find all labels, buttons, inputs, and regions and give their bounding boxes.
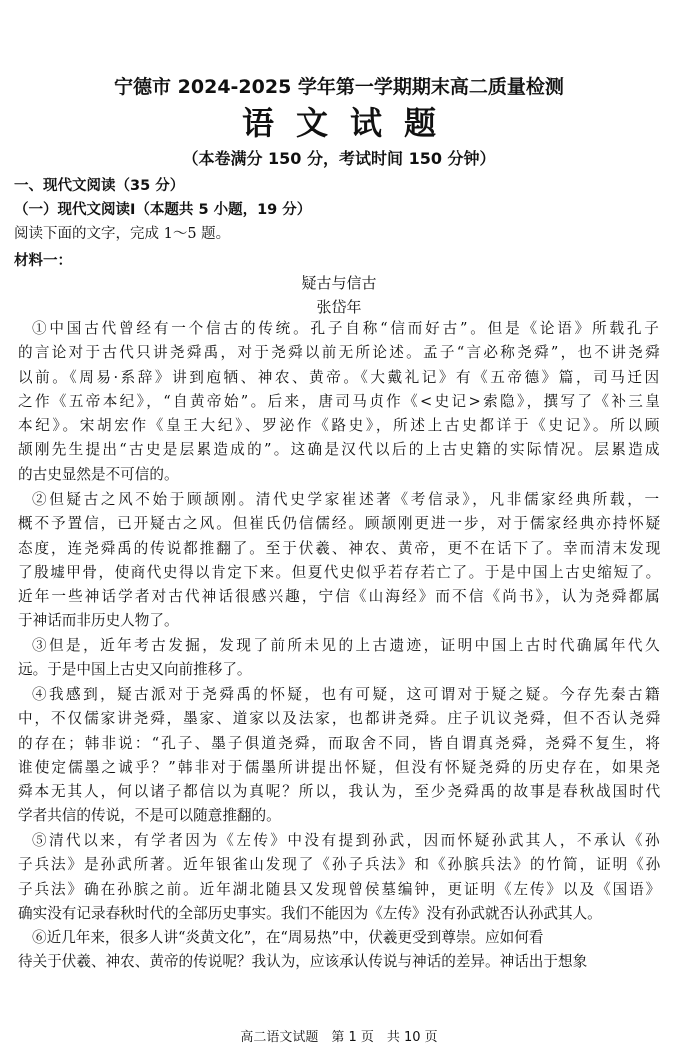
exam-title: 宁德市 2024-2025 学年第一学期期末高二质量检测 [114,76,564,98]
text-line: 于神话而非历史人物了。 [18,612,179,630]
text-line: 颉刚先生提出“古史是层累造成的”。这确是汉代以后的上古史籍的实际情况。层累造成 [18,441,662,459]
subject-title: 语文试题 [241,104,458,142]
text-line: 态度，连尧舜禹的传说都推翻了。至于伏羲、神农、黄帝，更不在话下了。幸而清末发现 [18,539,662,557]
text-line: ⑥近几年来，很多人讲“炎黄文化”，在“周易热”中，伏羲更受到尊崇。应如何看 [32,929,544,946]
instruction: 阅读下面的文字，完成 1～5 题。 [14,226,231,242]
section-heading: 一、现代文阅读（35 分） [14,178,185,194]
text-line: 子兵法》是孙武所著。近年银雀山发现了《孙子兵法》和《孙膑兵法》的竹简，证明《孙 [18,856,662,874]
material-label: 材料一： [14,253,72,269]
article-paragraph [18,317,662,487]
article-paragraph [18,926,662,975]
article-title: 疑古与信古 [301,274,377,292]
text-line: 之作《五帝本纪》，“自黄帝始”。后来，唐司马贞作《<史记>索隐》，撰写了《补三皇 [18,392,662,410]
text-line: 概不予置信，已开疑古之风。但崔氏仍信儒经。顾颉刚更进一步，对于儒家经典亦持怀疑 [18,515,662,533]
sub-section-heading: （一）现代文阅读Ⅰ（本题共 5 小题，19 分） [14,202,312,218]
article-paragraph [18,829,662,926]
text-line: 的古史显然是不可信的。 [18,465,179,483]
text-line: 子兵法》确在孙膑之前。近年湖北随县又发现曾侯墓编钟，更证明《左传》以及《国语》 [18,880,662,898]
text-line: 待关于伏羲、神农、黄帝的传说呢？我认为，应该承认传说与神话的差异。神话出于想象 [18,953,588,971]
text-line: 近年一些神话学者对古代神话很感兴趣，宁信《山海经》而不信《尚书》，认为尧舜都属 [18,588,662,606]
text-line: ②但疑古之风不始于顾颉刚。清代史学家崔述著《考信录》，凡非儒家经典所载，一 [32,491,662,508]
text-line: ③但是，近年考古发掘，发现了前所未见的上古遗迹，证明中国上古时代确属年代久 [32,637,662,654]
text-line: 的存在；韩非说：“孔子、墨子俱道尧舜，而取舍不同，皆自谓真尧舜，尧舜不复生，将 [18,734,662,752]
text-line: ④我感到，疑古派对于尧舜禹的怀疑，也有可疑，这可谓对于疑之疑。今存先秦古籍 [32,686,662,703]
text-line: 远。于是中国上古史又向前推移了。 [18,661,252,679]
text-line: 舜本无其人，何以诸子都信以为真呢？所以，我认为，至少尧舜禹的故事是春秋战国时代 [18,783,662,801]
article-paragraph [18,683,662,829]
text-line: 了殷墟甲骨，使商代史得以肯定下来。但夏代史似乎若存若亡了。于是中国上古史缩短了。 [18,563,662,581]
exam-meta: （本卷满分 150 分，考试时间 150 分钟） [182,149,496,168]
text-line: ①中国古代曾经有一个信古的传统。孔子自称“信而好古”。但是《论语》所载孔子 [32,320,662,337]
article-paragraph [18,634,662,683]
text-line: 谁使定儒墨之诚乎？”韩非对于儒墨所讲提出怀疑，但没有怀疑尧舜的历史存在，如果尧 [18,758,662,776]
article-author: 张岱年 [316,298,362,316]
text-line: 中，不仅儒家讲尧舜，墨家、道家以及法家，也都讲尧舜。庄子讥议尧舜，但不否认尧舜 [18,710,662,728]
article-paragraph [18,488,662,634]
text-line: ⑤清代以来，有学者因为《左传》中没有提到孙武，因而怀疑孙武其人，不承认《孙 [32,832,662,849]
text-line: 确实没有记录春秋时代的全部历史事实。我们不能因为《左传》没有孙武就否认孙武其人。 [18,904,602,922]
text-line: 以前。《周易·系辞》讲到庖牺、神农、黄帝。《大戴礼记》有《五帝德》篇，司马迁因 [18,368,662,386]
text-line: 学者共信的传说，不是可以随意推翻的。 [18,807,281,825]
text-line: 的言论对于古代只讲尧舜禹，对于尧舜以前无所论述。孟子“言必称尧舜”，也不讲尧舜 [18,344,662,362]
page-footer: 高二语文试题 第 1 页 共 10 页 [240,1030,438,1045]
text-line: 本纪》。宋胡宏作《皇王大纪》、罗泌作《路史》，所述上古史都详于《史记》。所以顾 [18,417,662,435]
